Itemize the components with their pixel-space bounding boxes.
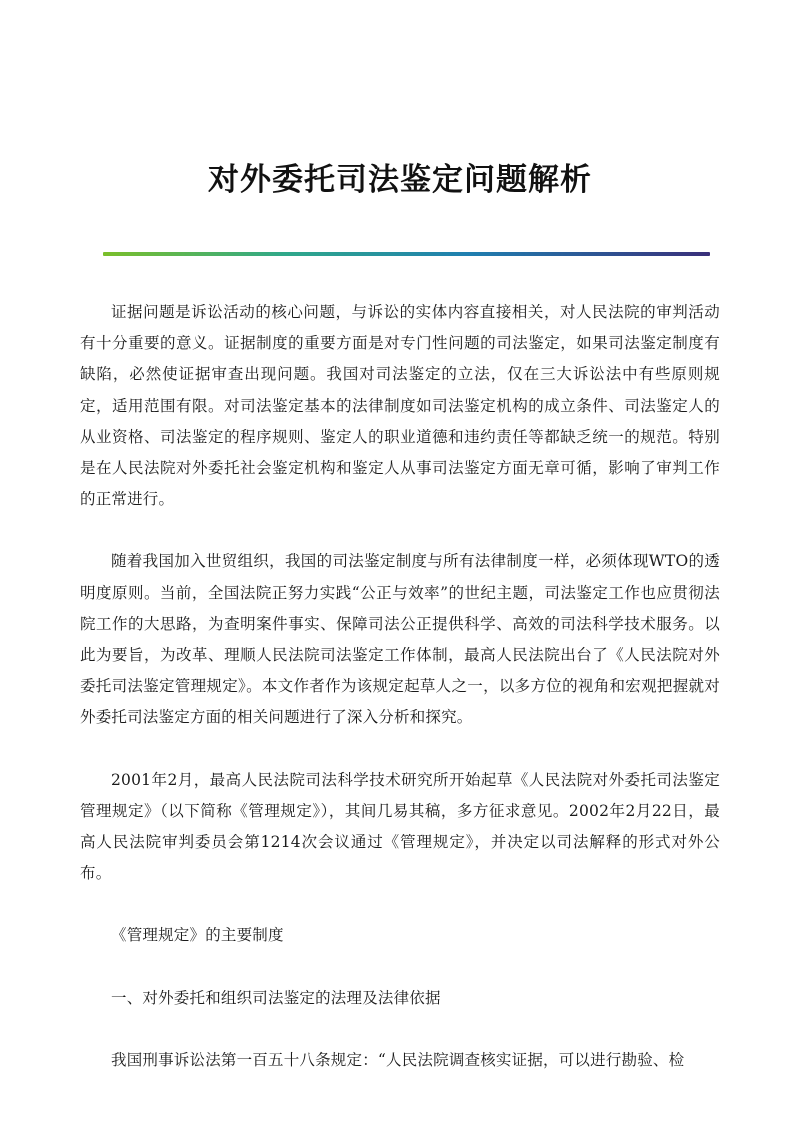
- paragraph-3: 2001年2月，最高人民法院司法科学技术研究所开始起草《人民法院对外委托司法鉴定管理规定》（以下简称《管理规定》），其间几易其稿，多方征求意见。2002年2月22日，最高人民法院审判委员会第1214次会议通过《管理规定》，并决定以司法解释的形式对外公布。: [80, 770, 720, 883]
- section-heading-legal-basis: 一、对外委托和组织司法鉴定的法理及法律依据: [111, 988, 441, 1007]
- title-divider: [103, 252, 710, 256]
- document-body: [80, 297, 720, 1107]
- section-heading-main-systems: 《管理规定》的主要制度: [111, 926, 284, 945]
- paragraph-2: 随着我国加入世贸组织，我国的司法鉴定制度与所有法律制度一样，必须体现WTO的透明度原则。当前，全国法院正努力实践“公正与效率”的世纪主题，司法鉴定工作也应贯彻法院工作的大思路，为查明案件事实、保障司法公正提供科学、高效的司法科学技术服务。以此为要旨，为改革、理顺人民法院司法鉴定工作体制，最高人民法院出台了《人民法院对外委托司法鉴定管理规定》。本文作者作为该规定起草人之一，以多方位的视角和宏观把握就对外委托司法鉴定方面的相关问题进行了深入分析和探究。: [80, 552, 720, 727]
- paragraph-1: 证据问题是诉讼活动的核心问题，与诉讼的实体内容直接相关，对人民法院的审判活动有十分重要的意义。证据制度的重要方面是对专门性问题的司法鉴定，如果司法鉴定制度有缺陷，必然使证据审查出现问题。我国对司法鉴定的立法，仅在三大诉讼法中有些原则规定，适用范围有限。对司法鉴定基本的法律制度如司法鉴定机构的成立条件、司法鉴定人的从业资格、司法鉴定的程序规则、鉴定人的职业道德和违约责任等都缺乏统一的规范。特别是在人民法院对外委托社会鉴定机构和鉴定人从事司法鉴定方面无章可循，影响了审判工作的正常进行。: [80, 303, 720, 509]
- page-title: 对外委托司法鉴定问题解析: [208, 162, 592, 198]
- paragraph-4: 我国刑事诉讼法第一百五十八条规定：“人民法院调查核实证据，可以进行勘验、检: [111, 1050, 685, 1069]
